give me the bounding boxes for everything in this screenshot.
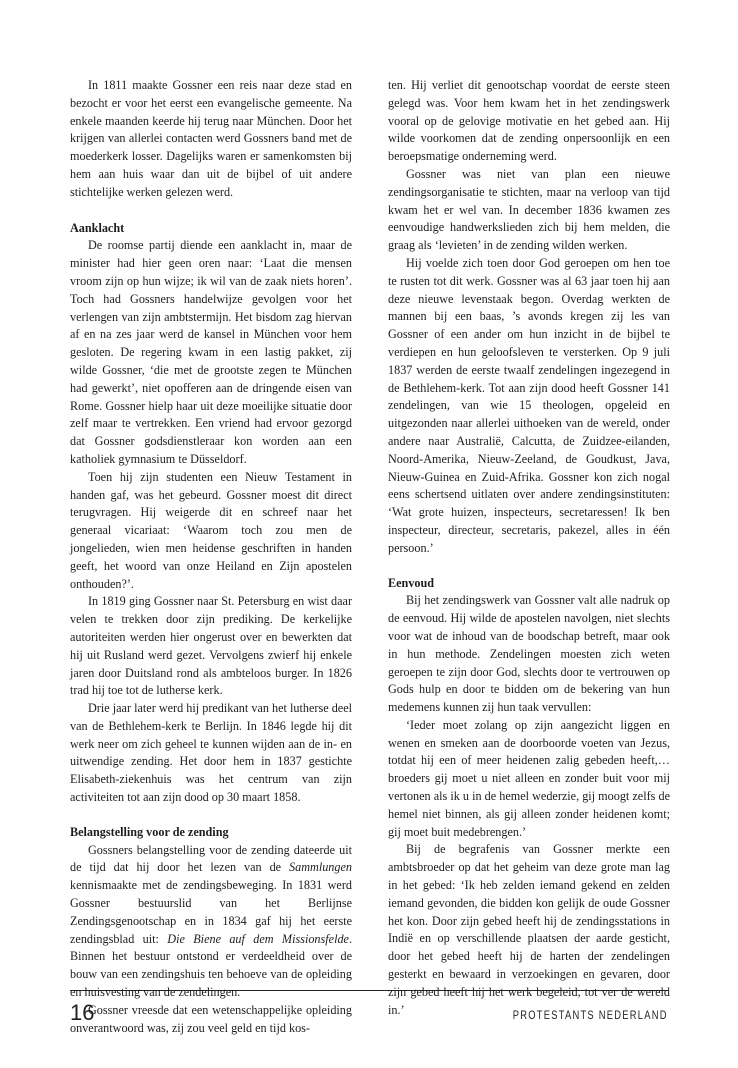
text-run: . Binnen het bestuur ontstond er verdeeldheid over de bouw van een zendingshuis ten behoeve van de opleiding en huisvesting van de zendelingen. xyxy=(70,931,352,1000)
paragraph: Bij het zendingswerk van Gossner valt alle nadruk op de eenvoud. Hij wilde de apostelen navolgen, niet slechts voor wat de inhoud van de boodschap betreft, maar ook in hun methode. Zendelingen moesten zich weten geroepen te zijn door God, slechts door te vertrouwen op Gods hulp en door te bidden om de bekering van hun medemens kunnen zij hun taak vervullen: xyxy=(388,593,670,715)
section-heading-belangstelling: Belangstelling voor de zending xyxy=(70,824,229,839)
italic-title: Die Biene auf dem Missionsfelde xyxy=(167,931,349,946)
paragraph: Hij voelde zich toen door God geroepen om hen toe te rusten tot dit werk. Gossner was al 63 jaar toen hij aan deze nieuwe levenstaak begon. Overdag werkten de mannen bij een baas, ’s avonds kregen zij les van Gossner of een ander om hun inzicht in de bijbel te verdiepen en hun geloofsleven te versterken. Op 9 juli 1837 werden de eerste twaalf zendelingen ingezegend in de Bethlehem-kerk. Tot aan zijn dood heeft Gossner 141 zendelingen, van wie 15 theologen, opgeleid en uitgezonden naar allerlei uithoeken van de wereld, onder andere naar Australië, Calcutta, de Zuidzee-eilanden, Noord-Amerika, Nieuw-Zeeland, de Goudkust, Java, Nieuw-Guinea en Zuid-Afrika. Gossner kon zich nogal eens schertsend uitlaten over andere zendingsinstituten: ‘Wat grote huizen, inspecteurs, secretaressen! Ik ben inspecteur, directeur, secretaris, pakezel, alles in één persoon.’ xyxy=(388,255,670,555)
text-run: kennismaakte met de zendingsbeweging. In 1831 werd Gossner bestuurslid van het Berlijnse Zendingsgenootschap en in 1834 gaf hij het eerste zendingsblad uit: xyxy=(70,878,352,946)
italic-title: Sammlungen xyxy=(289,860,352,875)
paragraph: In 1811 maakte Gossner een reis naar deze stad en bezocht er voor het eerst een evangelische gemeente. Na enkele maanden keerde hij terug naar München. Door het krijgen van allerlei contacten werd Gossners band met de moederkerk losser. Dagelijks waren er samenkomsten bij hem aan huis waar dan uit de bijbel of uit andere stichtelijke werken gelezen werd. xyxy=(70,78,352,199)
left-column xyxy=(70,77,352,1037)
paragraph: Gossner vreesde dat een wetenschappelijke opleiding onverantwoord was, zij zou veel geld en tijd kos- xyxy=(70,1002,352,1035)
paragraph: Toen hij zijn studenten een Nieuw Testament in handen gaf, was het gebeurd. Gossner moest dit direct terugvragen. Hij weigerde dit en schreef naar het generaal vicariaat: ‘Waarom toch zou men de jongelieden, wien men heidense geschriften in handen geeft, het woord van onze Heiland en Zijn apostelen onthouden?’. xyxy=(70,469,352,591)
paragraph: In 1819 ging Gossner naar St. Petersburg en wist daar velen te trekken door zijn prediking. De kerkelijke autoriteiten werden hier ongerust over en bewerkten dat hij uit Rusland werd gezet. Vervolgens zwierf hij enkele jaren door Duitsland rond als ambteloos burger. In 1826 trad hij toe tot de lutherse kerk. xyxy=(70,594,352,698)
paragraph: Bij de begrafenis van Gossner merkte een ambtsbroeder op dat het geheim van deze grote man lag in het gebed: ‘Ik heb zelden iemand gekend en zelden iemand gevonden, die bidden kon gelijk de oude Gossner het kon. Door zijn gebed heeft hij de zendingsstations in Indië en op verschillende plaatsen der aarde gesticht, door het gebed heeft hij de harten der zendelingen gesterkt en bewaard in verzoekingen en gevaren, door zijn gebed heeft hij het werk begeleid, tot ver de wereld in.’ xyxy=(388,842,670,1017)
paragraph: De roomse partij diende een aanklacht in, maar de minister had hier geen oren naar: ‘Laat die mensen vroom zijn op hun wijze; ik wil van de zaak niets horen’. Toch had Gossners handelwijze gevolgen voor het verlengen van zijn ambtstermijn. Het bisdom zag hiervan af en na zes jaar werd de kansel in München voor hem gesloten. De regering kwam in een lastig pakket, zij wilde Gossner, ‘die met de grootste zegen te München had gewerkt’, niet opofferen aan de dringende eisen van Rome. Gossner hielp haar uit deze moeilijke situatie door zelf maar te vertrekken. Een vriend had ervoor gezorgd dat Gossner godsdienstleraar kon worden aan een katholiek gymnasium te Düsseldorf. xyxy=(70,238,352,466)
page-number: 16 xyxy=(70,1000,95,1025)
right-column xyxy=(388,77,670,1019)
paragraph: Gossner was niet van plan een nieuwe zendingsorganisatie te stichten, maar na verloop van tijd kwam het er wel van. In december 1836 kwamen zes eenvoudige handwerkslieden zich bij hem melden, die graag als ‘levieten’ in de zending wilden werken. xyxy=(388,166,670,253)
paragraph: ten. Hij verliet dit genootschap voordat de eerste steen gelegd was. Voor hem kwam het in het zendingswerk vooral op de gelovige motivatie en het gebed aan. Hij wilde voorkomen dat de zending onpersoonlijk en een beroepsmatige onderneming werd. xyxy=(388,78,670,164)
paragraph: Drie jaar later werd hij predikant van het lutherse deel van de Bethlehem-kerk te Berlijn. In 1846 legde hij dit werk neer om zich geheel te kunnen wijden aan de in- en uitwendige zending. Het door hem in 1837 gestichte Elisabeth-ziekenhuis was het centrum van zijn activiteiten tot aan zijn dood op 30 maart 1858. xyxy=(70,701,352,805)
paragraph xyxy=(70,842,352,1002)
quotation: ‘Ieder moet zolang op zijn aangezicht liggen en wenen en smeken aan de doorboorde voeten van Jezus, totdat hij een of meer heidenen zalig gebeden heeft,… broeders gij moet u niet alleen en zonder buit voor mij vertonen als ik u in de hemel wederzie, gij moogt zelfs de hemel niet binnen, als gij alleen zonder heidenen komt; gij moet buit medebrengen.’ xyxy=(388,717,670,839)
section-heading-aanklacht: Aanklacht xyxy=(70,220,125,235)
publication-name: PROTESTANTS NEDERLAND xyxy=(512,1008,668,1022)
section-heading-eenvoud: Eenvoud xyxy=(388,575,435,590)
text-run: Gossners belangstelling voor de zending dateerde uit de tijd dat hij door het lezen van de xyxy=(70,842,352,875)
footer-rule xyxy=(70,990,668,991)
